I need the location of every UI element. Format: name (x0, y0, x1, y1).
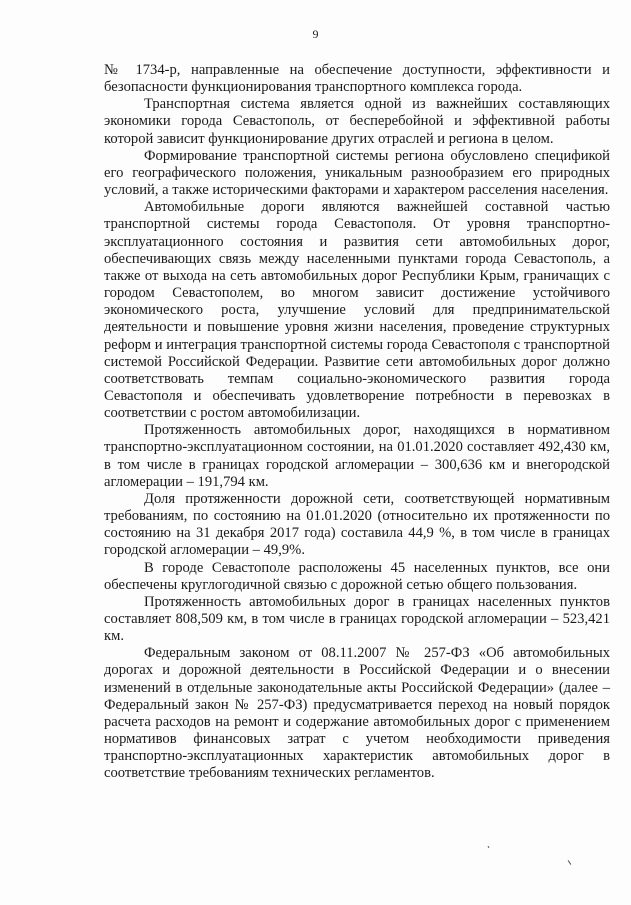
paragraph-1: № 1734-р, направленные на обеспечение доступности, эффективности и безопасности функционирования транспортного комплекса города. (104, 62, 610, 96)
paragraph-6: Доля протяженности дорожной сети, соответствующей нормативным требованиям, по состоянию на 01.01.2020 (относительно их протяженности по состоянию на 31 декабря 2017 года) составила 44,9 %, в том числе в границах городской агломерации – 49,9%. (104, 490, 610, 559)
paragraph-7: В городе Севастополе расположены 45 населенных пунктов, все они обеспечены круглогодичной связью с дорожной сетью общего пользования. (104, 559, 610, 593)
paragraph-8: Протяженность автомобильных дорог в границах населенных пунктов составляет 808,509 км, в том числе в границах городской агломерации – 523,421 км. (104, 593, 610, 645)
page-number: 9 (312, 27, 319, 41)
paragraph-2: Транспортная система является одной из важнейших составляющих экономики города Севастополь, от бесперебойной и эффективной работы которой зависит функционирование других отраслей и региона в целом. (104, 96, 610, 147)
paragraph-5: Протяженность автомобильных дорог, находящихся в нормативном транспортно-эксплуатационном состоянии, на 01.01.2020 составляет 492,430 км, в том числе в границах городской агломерации – 300,636 км и внегородской агломерации – 191,794 км. (104, 422, 610, 490)
paragraph-9: Федеральным законом от 08.11.2007 № 257-ФЗ «Об автомобильных дорогах и дорожной деятельности в Российской Федерации и о внесении изменений в отдельные законодательные акты Российской Федерации» (далее – Федеральный закон № 257-ФЗ) предусматривается переход на новый порядок расчета расходов на ремонт и содержание автомобильных дорог с применением нормативов финансовых затрат с учетом необходимости приведения транспортно-эксплуатационных характеристик автомобильных дорог в соответствие требованиям технических регламентов. (104, 645, 610, 782)
document-body (104, 62, 610, 783)
scan-speck (488, 846, 490, 848)
paragraph-4: Автомобильные дороги являются важнейшей составной частью транспортной системы города Севастополя. От уровня транспортно-эксплуатационного состояния и развития сети автомобильных дорог, обеспечивающих связь между населенными пунктами города Севастополь, а также от выхода на сеть автомобильных дорог Республики Крым, граничащих с городом Севастополем, во многом зависит достижение устойчивого экономического роста, улучшение условий для предпринимательской деятельности и повышение уровня жизни населения, проведение структурных реформ и интеграция транспортной системы города Севастополя с транспортной системой Российской Федерации. Развитие сети автомобильных дорог должно соответствовать темпам социально-экономического развития города Севастополя и обеспечивать удовлетворение потребности в перевозках в соответствии с ростом автомобилизации. (104, 199, 610, 422)
paragraph-3: Формирование транспортной системы региона обусловлено спецификой его географического положения, уникальным разнообразием его природных условий, а также историческими факторами и характером расселения населения. (104, 147, 610, 199)
scan-speck (568, 860, 572, 865)
